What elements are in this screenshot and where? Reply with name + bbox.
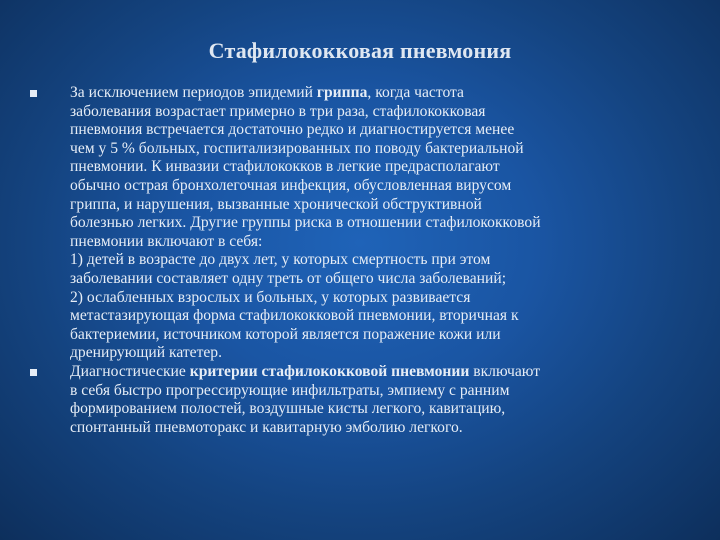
bold-term: критерии стафилококковой пневмонии [189, 362, 470, 380]
text-line: заболевания возрастает примерно в три раза, стафилококковая [70, 102, 486, 120]
text-line: формированием полостей, воздушные кисты легкого, кавитацию, [70, 400, 506, 418]
text-line: болезнью легких. Другие группы риска в отношении стафилококковой [70, 214, 541, 232]
text-line: пневмонии. К инвазии стафилококков в легкие предрасполагают [70, 158, 500, 176]
text-line: пневмония встречается достаточно редко и диагностируется менее [70, 121, 515, 139]
text-line: 1) детей в возрасте до двух лет, у которых смертность при этом [70, 251, 491, 269]
text-line: в себя быстро прогрессирующие инфильтраты, эмпиему с ранним [70, 381, 510, 399]
text-line: 2) ослабленных взрослых и больных, у которых развивается [70, 288, 471, 306]
text-line: заболевании составляет одну треть от общего числа заболеваний; [70, 269, 507, 287]
text-line: дренирующий катетер. [70, 344, 223, 362]
text-line: Диагностические критерии стафилококковой пневмонии включают [70, 362, 541, 380]
bullet-item-2 [30, 363, 690, 437]
text-line: метастазирующая форма стафилококковой пневмонии, вторичная к [70, 307, 519, 325]
slide-title: Стафилококковая пневмония [208, 38, 512, 63]
square-bullet-icon [30, 90, 37, 97]
text-line: бактериемии, источником которой является поражение кожи или [70, 325, 501, 343]
square-bullet-icon [30, 369, 37, 376]
text-line: пневмонии включают в себя: [70, 232, 263, 250]
text-line: За исключением периодов эпидемий гриппа, когда частота [70, 84, 464, 101]
bold-term: гриппа [316, 84, 368, 101]
text-line: обычно острая бронхолегочная инфекция, обусловленная вирусом [70, 176, 512, 194]
text-line: спонтанный пневмоторакс и кавитарную эмболию легкого. [70, 418, 463, 436]
text-line: гриппа, и нарушения, вызванные хронической обструктивной [70, 195, 482, 213]
bullet-item-1 [30, 84, 690, 363]
text-line: чем у 5 % больных, госпитализированных по поводу бактериальной [70, 139, 524, 157]
bullet-list [30, 84, 690, 437]
